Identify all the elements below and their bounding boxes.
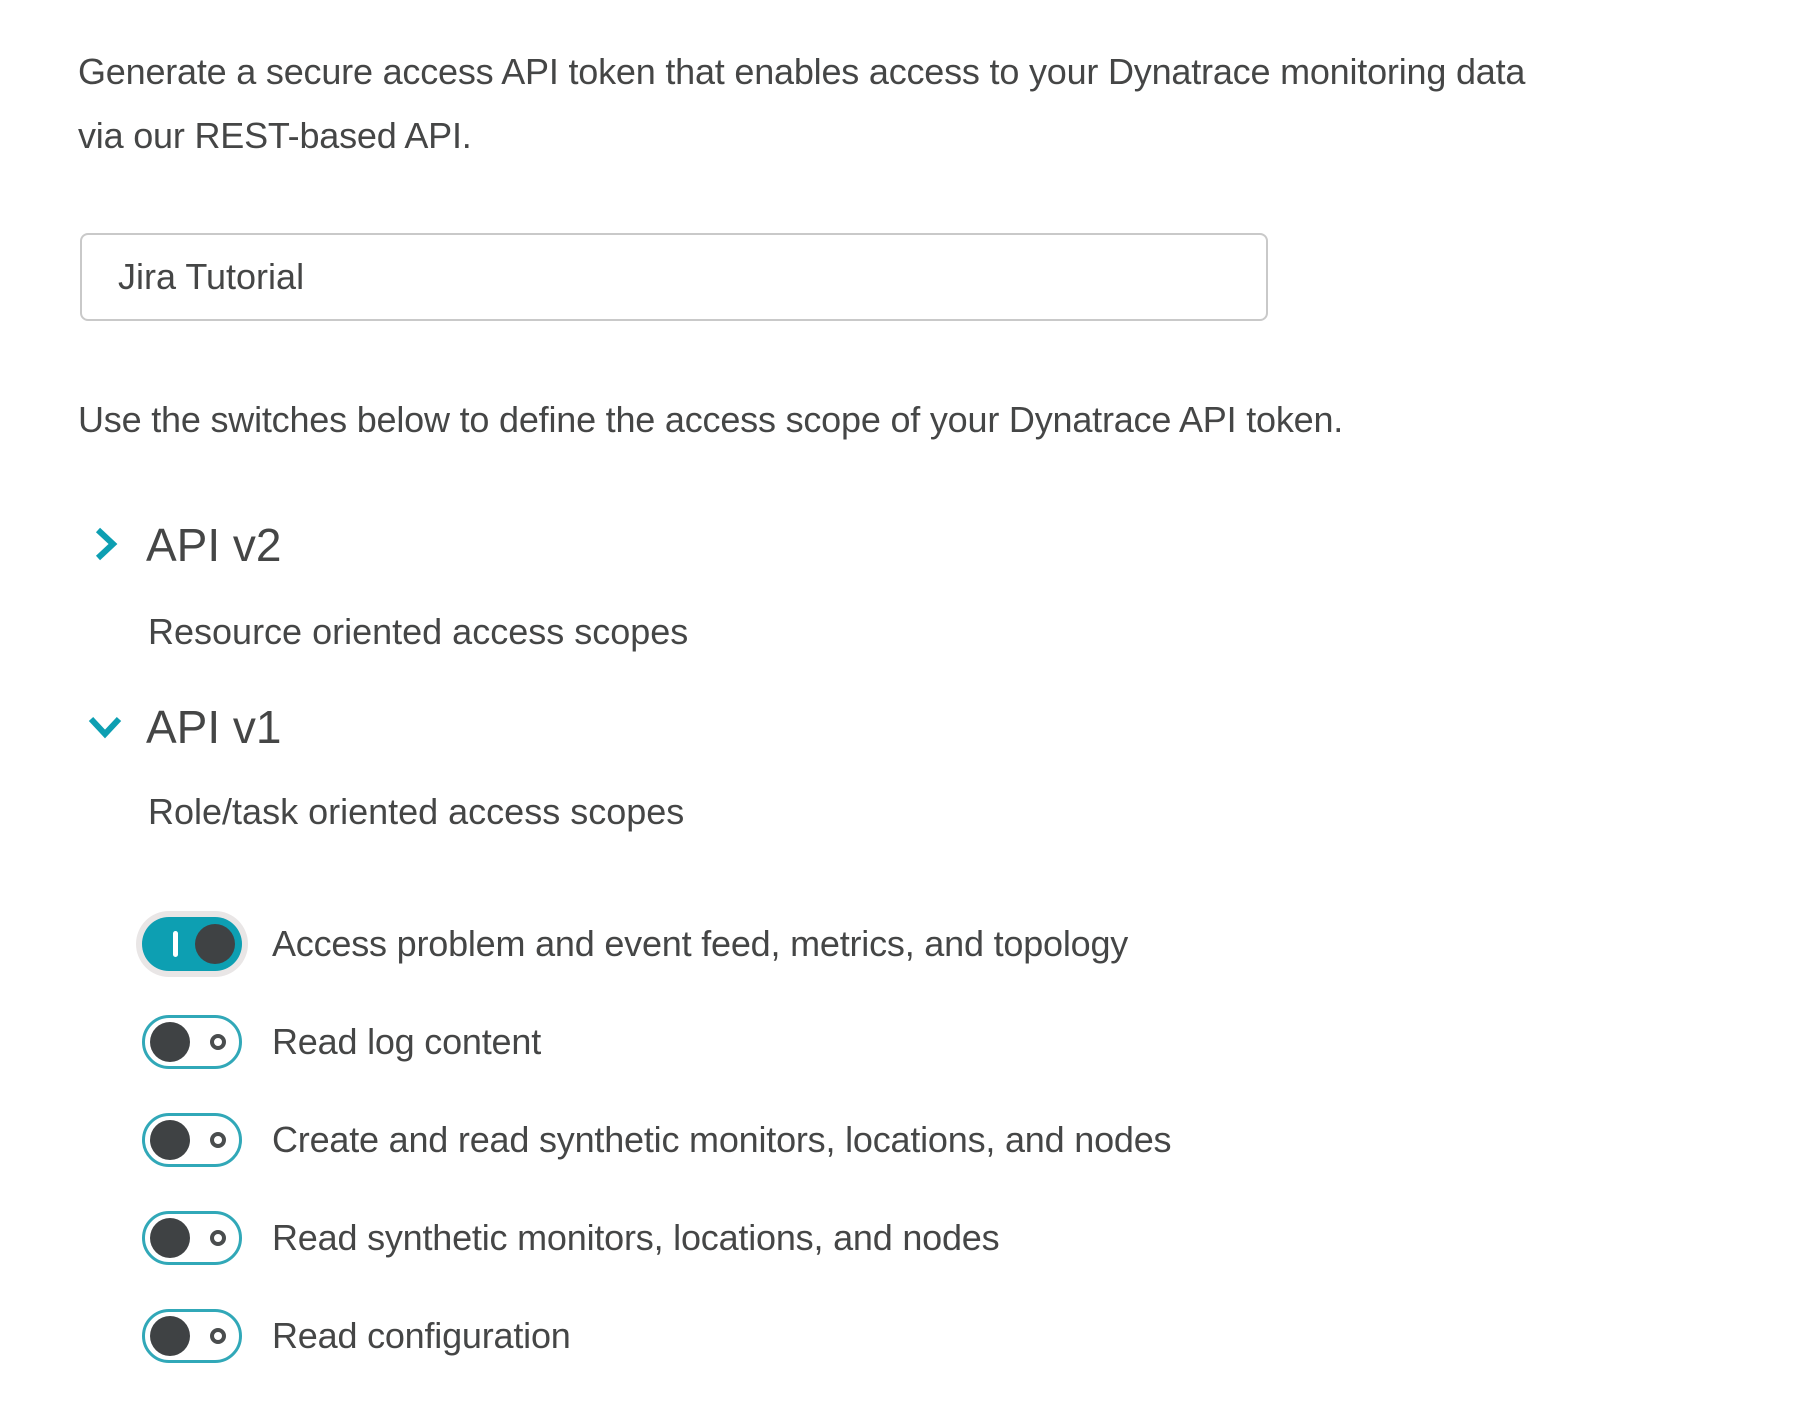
section-subtitle: Resource oriented access scopes [148, 611, 689, 652]
toggle-off-ring [210, 1230, 226, 1246]
scope-list [142, 917, 1171, 1407]
toggle-off[interactable] [142, 1309, 242, 1363]
section-title: API v1 [146, 701, 282, 753]
scope-row-clipped [142, 1309, 1171, 1363]
intro-text [78, 40, 1525, 168]
scope-label: Access problem and event feed, metrics, and topology [272, 923, 1129, 964]
scope-label: Read configuration [272, 1315, 571, 1356]
toggle-knob [150, 1316, 190, 1356]
scope-instruction: Use the switches below to define the access scope of your Dynatrace API token. [78, 399, 1344, 440]
toggle-knob [195, 924, 235, 964]
toggle-knob [150, 1218, 190, 1258]
toggle-knob [150, 1120, 190, 1160]
scope-row [142, 917, 1171, 971]
scope-row [142, 1015, 1171, 1069]
toggle-off[interactable] [142, 1211, 242, 1265]
scope-row [142, 1211, 1171, 1265]
toggle-knob [150, 1022, 190, 1062]
scope-label: Read synthetic monitors, locations, and nodes [272, 1217, 1000, 1258]
section-header-api-v1[interactable] [86, 694, 282, 760]
scope-label: Create and read synthetic monitors, locations, and nodes [272, 1119, 1172, 1160]
toggle-off[interactable] [142, 1113, 242, 1167]
toggle-off-ring [210, 1132, 226, 1148]
section-header-api-v2[interactable] [86, 512, 282, 578]
token-name-input[interactable] [80, 233, 1268, 321]
intro-line-2: via our REST-based API. [78, 115, 472, 156]
chevron-down-icon [86, 707, 124, 745]
toggle-off-ring [210, 1328, 226, 1344]
intro-line-1: Generate a secure access API token that enables access to your Dynatrace monitoring data [78, 51, 1526, 92]
toggle-on[interactable] [142, 917, 242, 971]
toggle-off[interactable] [142, 1015, 242, 1069]
chevron-right-icon [86, 525, 124, 563]
toggle-on-bar [173, 931, 178, 957]
scope-label: Read log content [272, 1021, 541, 1062]
section-subtitle: Role/task oriented access scopes [148, 791, 685, 832]
toggle-off-ring [210, 1034, 226, 1050]
section-title: API v2 [146, 519, 282, 571]
scope-row [142, 1113, 1171, 1167]
